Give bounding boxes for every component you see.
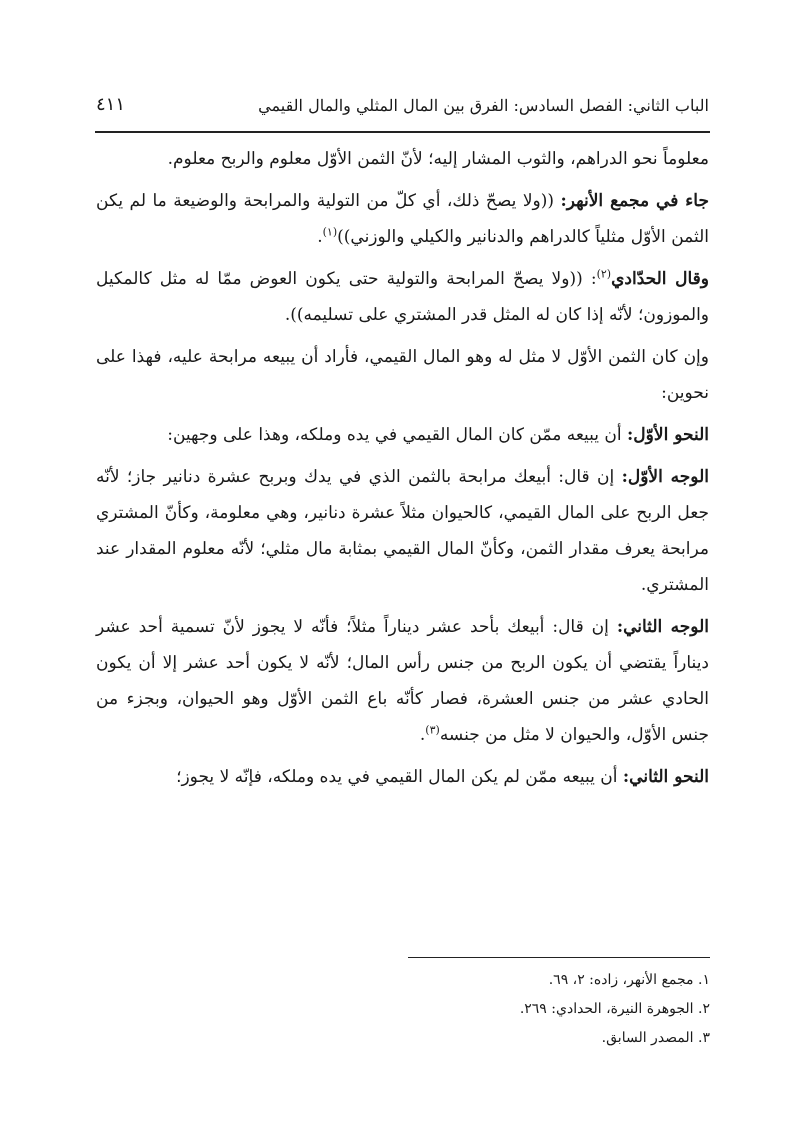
paragraph-lead: جاء في مجمع الأنهر:	[560, 191, 709, 211]
paragraph-lead: الوجه الأوّل:	[621, 467, 709, 487]
paragraph-text: معلوماً نحو الدراهم، والثوب المشار إليه؛ لأنّ الثمن الأوّل معلوم والربح معلوم.	[167, 149, 709, 169]
paragraph-text: إن قال: أبيعك بأحد عشر ديناراً مثلاً؛ فأنّه لا يجوز لأنّ تسمية أحد عشر ديناراً يقتضي أن يكون الربح من جنس رأس المال؛ لأنّه لا يكون أحد عشر إلا أن يكون الحادي عشر من جنس العشرة، فصار كأنّه باع الثمن الأوّل وهو الحيوان، وبجزء من جنس الأوّل، والحيوان لا مثل من جنسه	[96, 617, 709, 745]
footnote-ref-3[interactable]: (٣)	[425, 723, 440, 737]
main-text	[96, 141, 709, 801]
footnote-ref-1[interactable]: (١)	[322, 225, 338, 239]
paragraph-lead: النحو الأوّل:	[627, 425, 709, 445]
footnote-1: ١. مجمع الأنهر، زاده: ٢، ٦٩.	[548, 972, 710, 988]
footnote-2: ٢. الجوهرة النيرة، الحدادي: ٢٦٩.	[519, 1001, 710, 1017]
paragraph-tail: .	[317, 227, 323, 247]
paragraph-text: ((ولا يصحّ ذلك، أي كلّ من التولية والمرابحة والوضيعة ما لم يكن الثمن الأوّل مثلياً كالدراهم والدنانير والكيلي والوزني))	[96, 191, 709, 247]
footnotes	[408, 966, 710, 1053]
paragraph-8	[96, 759, 709, 795]
footnote-ref-2[interactable]: (٢)	[596, 267, 612, 281]
paragraph-3	[96, 261, 709, 333]
paragraph-text: أن يبيعه ممّن لم يكن المال القيمي في يده وملكه، فإنّه لا يجوز؛	[176, 767, 623, 787]
paragraph-2	[96, 183, 709, 255]
header-title: الباب الثاني: الفصل السادس: الفرق بين المال المثلي والمال القيمي	[258, 96, 709, 115]
paragraph-tail: .	[419, 725, 426, 745]
paragraph-lead: وقال الحدّادي	[611, 269, 709, 289]
paragraph-lead: الوجه الثاني:	[616, 617, 709, 637]
footnote-rule	[408, 957, 710, 958]
paragraph-1	[96, 141, 709, 177]
paragraph-6	[96, 459, 709, 603]
paragraph-lead: النحو الثاني:	[622, 767, 709, 787]
paragraph-text: إن قال: أبيعك مرابحة بالثمن الذي في يدك وبربح عشرة دنانير جاز؛ لأنّه جعل الربح على المال القيمي، كالحيوان مثلاً عشرة دنانير، وهي معلومة، وكأنّ المشتري مرابحة يعرف مقدار الثمن، وكأنّ المال القيمي بمثابة مال مثلي؛ لأنّه معلوم المقدار عند المشتري.	[96, 467, 709, 595]
paragraph-text: أن يبيعه ممّن كان المال القيمي في يده وملكه، وهذا على وجهين:	[167, 425, 628, 445]
paragraph-text: وإن كان الثمن الأوّل لا مثل له وهو المال القيمي، فأراد أن يبيعه مرابحة عليه، فهذا على نحوين:	[96, 347, 709, 403]
paragraph-5	[96, 417, 709, 453]
header-rule	[95, 131, 710, 133]
paragraph-tail: : ((ولا يصحّ المرابحة والتولية حتى يكون العوض ممّا له مثل كالمكيل والموزون؛ لأنّه إذا كان له المثل قدر المشتري على تسليمه)).	[96, 269, 709, 325]
paragraph-4	[96, 339, 709, 411]
running-header	[96, 92, 709, 126]
page-number: ٤١١	[96, 94, 126, 115]
footnote-3: ٣. المصدر السابق.	[601, 1030, 710, 1046]
paragraph-7	[96, 609, 709, 753]
